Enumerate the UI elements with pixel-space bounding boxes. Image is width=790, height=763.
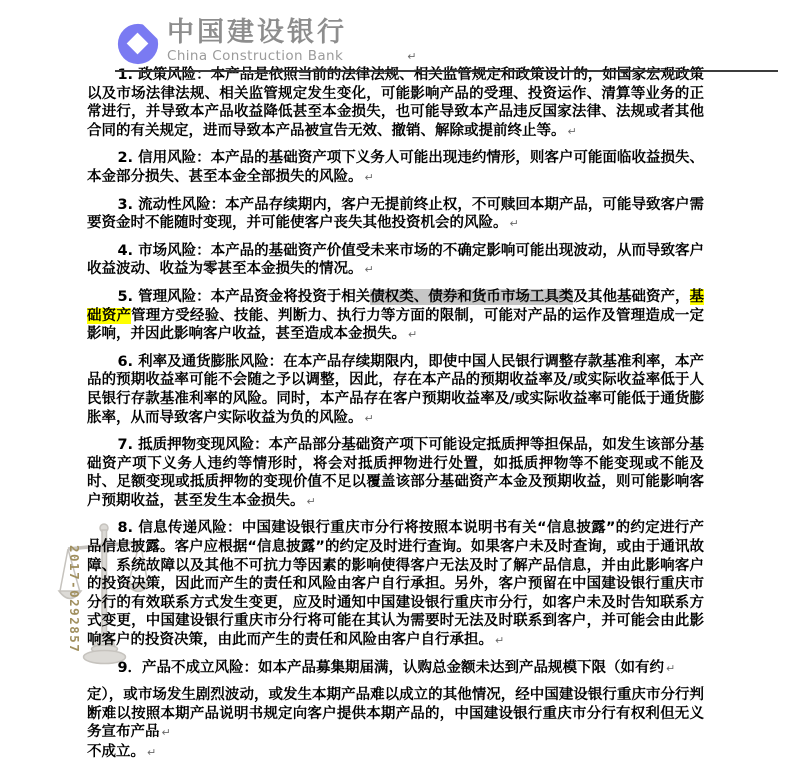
para-text: 3. 流动性风险：本产品存续期内，客户无提前终止权，不可赎回本期产品，可能导致客户需要资金时不能随时变现，并可能使客户丧失其他投资机会的风险。: [87, 196, 704, 232]
bank-header: [115, 18, 416, 66]
document-body: [87, 66, 704, 763]
para-text: 5. 管理风险：本产品资金将投资于相关: [117, 288, 371, 305]
risk-para-non-establishment-cont2: [87, 743, 704, 763]
yellow-highlighted-text: 基础资产: [87, 288, 705, 324]
para-text: 1. 政策风险：本产品是依照当前的法律法规、相关监管规定和政策设计的，如国家宏观政策以及市场法律法规、相关监管规定发生变化，可能影响产品的受理、投资运作、清算等业务的正常进行，并导致本产品收益降低甚至本金损失，也可能导致本产品违反国家法律、法规或者其他合同的有关规定，进而导致本产品被宣告无效、撤销、解除或提前终止等。: [87, 67, 704, 139]
risk-para-liquidity: [87, 196, 704, 234]
paragraph-mark-icon: ↵: [161, 726, 171, 740]
paragraph-mark-icon: ↵: [364, 411, 374, 425]
ccb-logo-icon: [115, 20, 161, 66]
para-text: 管理方受经验、技能、判断力、执行力等方面的限制，可能对产品的运作及管理造成一定影响，并因此影响客户收益，甚至造成本金损失。: [87, 307, 705, 343]
header-divider: [115, 70, 778, 72]
risk-para-credit: [87, 149, 704, 187]
para-text: 不成立。: [87, 744, 145, 760]
risk-para-non-establishment: [87, 659, 704, 679]
paragraph-mark-icon: ↵: [666, 661, 676, 675]
risk-para-collateral: [87, 436, 704, 511]
risk-para-non-establishment-cont1: [87, 686, 704, 743]
watermark-registration-number: 2017-0292857: [67, 545, 82, 654]
paragraph-mark-icon: ↵: [509, 217, 519, 231]
bank-name-en: China Construction Bank: [167, 48, 344, 64]
paragraph-mark-icon: ↵: [407, 49, 417, 63]
risk-para-interest-inflation: [87, 353, 704, 428]
paragraph-mark-icon: ↵: [364, 170, 374, 184]
para-text: 6. 利率及通货膨胀风险：在本产品存续期限内，即使中国人民银行调整存款基准利率，本产品的预期收益率可能不会随之予以调整，因此，存在本产品的预期收益率及/或实际收益率低于人民银行存款基准利率的风险。同时，本产品存在客户预期收益率及/或实际收益率可能低于通货膨胀率，从而导致客户实际收益为负的风险。: [87, 353, 704, 426]
para-text: 定），或市场发生剧烈波动，或发生本期产品难以成立的其他情况，经中国建设银行重庆市分行判断难以按照本期产品说明书规定向客户提供本期产品的，中国建设银行重庆市分行有权利但无义务宣布产品: [87, 687, 704, 741]
gray-highlighted-text: 债权类、债券和货币市场工具类: [370, 288, 574, 305]
para-text: 及其他基础资产，: [573, 288, 690, 305]
paragraph-mark-icon: ↵: [306, 494, 316, 508]
paragraph-mark-icon: ↵: [567, 124, 577, 138]
paragraph-mark-icon: ↵: [364, 263, 374, 277]
risk-para-policy: [87, 66, 704, 141]
paragraph-mark-icon: ↵: [147, 746, 157, 759]
bank-name-block: [167, 18, 416, 64]
para-text: 2. 信用风险：本产品的基础资产项下义务人可能出现违约情形，则客户可能面临收益损失、本金部分损失、甚至本金全部损失的风险。: [87, 150, 704, 185]
paragraph-mark-icon: ↵: [408, 328, 418, 342]
para-text: 4. 市场风险：本产品的基础资产价值受未来市场的不确定影响可能出现波动，从而导致客户收益波动、收益为零甚至本金损失的情况。: [87, 242, 704, 278]
risk-para-management: [87, 288, 704, 345]
bank-name-zh: 中国建设银行: [167, 17, 347, 48]
risk-para-information: [87, 519, 704, 650]
para-text: 8. 信息传递风险：中国建设银行重庆市分行将按照本说明书有关“信息披露”的约定进行产品信息披露。客户应根据“信息披露”的约定及时进行查询。如果客户未及时查询，或由于通讯故障、系统故障以及其他不可抗力等因素的影响使得客户无法及时了解产品信息，并由此影响客户的投资决策，因此而产生的责任和风险由客户自行承担。另外，客户预留在中国建设银行重庆市分行的有效联系方式发生变更，应及时通知中国建设银行重庆市分行，如客户未及时告知联系方式变更，中国建设银行重庆市分行将可能在其认为需要时无法及时联系到客户，并可能会由此影响客户的投资决策，由此而产生的责任和风险由客户自行承担。: [87, 520, 704, 649]
risk-para-market: [87, 242, 704, 280]
paragraph-mark-icon: ↵: [495, 634, 505, 648]
para-text: 7. 抵质押物变现风险：本产品部分基础资产项下可能设定抵质押等担保品，如发生该部分基础资产项下义务人违约等情形时，将会对抵质押物进行处置，如抵质押物等不能变现或不能及时、足额变现或抵质押物的变现价值不足以覆盖该部分基础资产本金及预期收益，则可能影响客户预期收益，甚至发生本金损失。: [87, 437, 704, 509]
para-text: 9．产品不成立风险：如本产品募集期届满，认购总金额未达到产品规模下限（如有约: [117, 659, 665, 676]
